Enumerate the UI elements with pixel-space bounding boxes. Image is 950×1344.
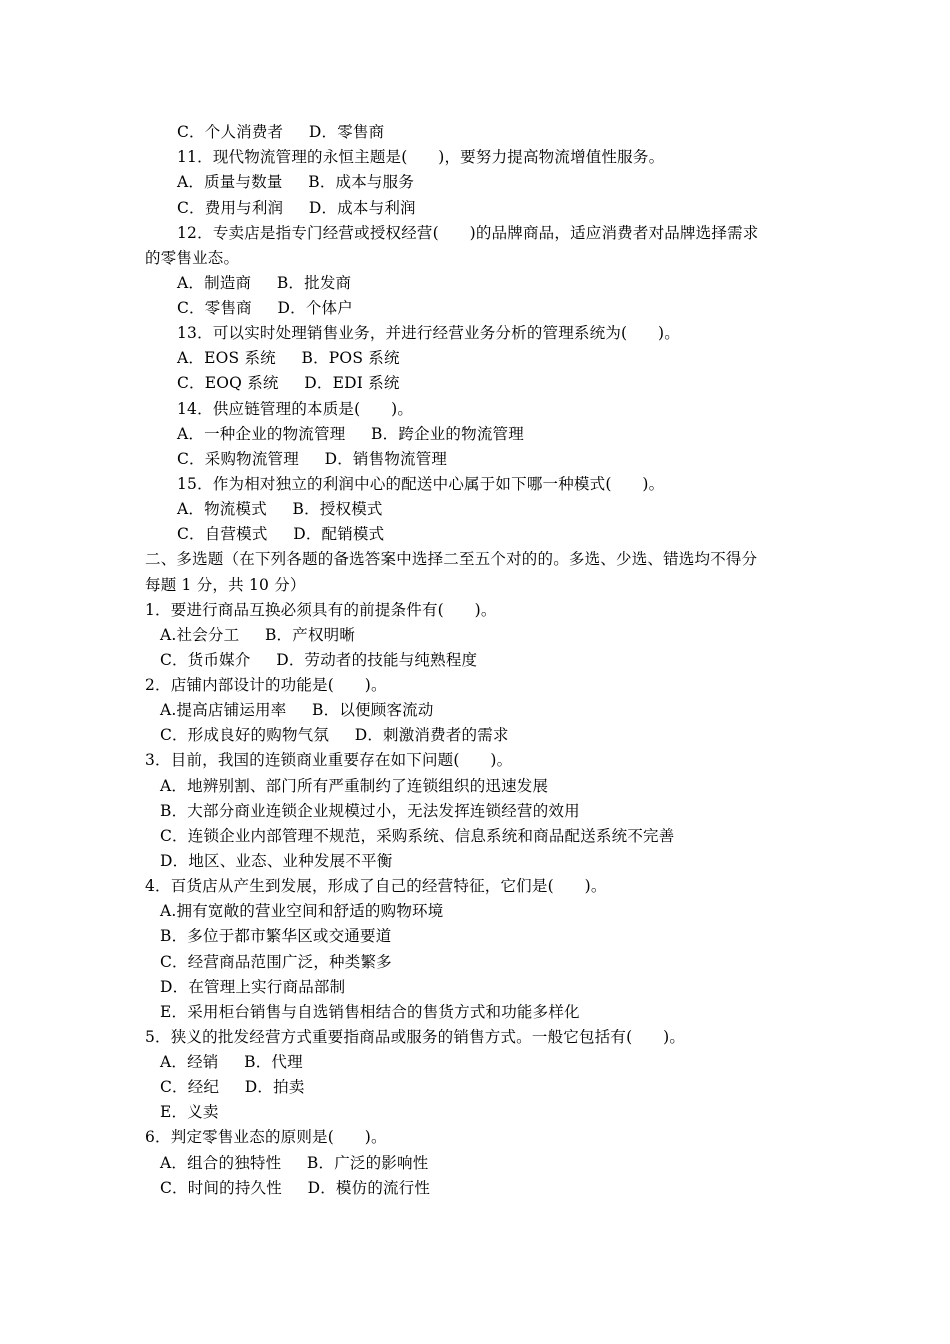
text-line: A．物流模式 B．授权模式: [177, 500, 383, 518]
text-line: 12．专卖店是指专门经营或授权经营( )的品牌商品，适应消费者对品牌选择需求: [177, 224, 759, 242]
text-line: 13．可以实时处理销售业务，并进行经营业务分析的管理系统为( )。: [177, 324, 680, 342]
text-line: C．连锁企业内部管理不规范，采购系统、信息系统和商品配送系统不完善: [160, 827, 675, 845]
text-line: 15．作为相对独立的利润中心的配送中心属于如下哪一种模式( )。: [177, 475, 665, 493]
text-line: E．义卖: [160, 1103, 219, 1121]
text-line: 的零售业态。: [145, 249, 240, 267]
text-line: 14．供应链管理的本质是( )。: [177, 400, 414, 418]
text-line: A．组合的独特性 B．广泛的影响性: [160, 1154, 429, 1172]
text-line: C．采购物流管理 D．销售物流管理: [177, 450, 448, 468]
text-line: C．时间的持久性 D．模仿的流行性: [160, 1179, 431, 1197]
text-line: 3．目前，我国的连锁商业重要存在如下问题( )。: [145, 751, 513, 769]
text-line: A.社会分工 B．产权明晰: [160, 626, 356, 644]
text-line: 6．判定零售业态的原则是( )。: [145, 1128, 387, 1146]
text-line: C．零售商 D．个体户: [177, 299, 353, 317]
text-line: C．自营模式 D．配销模式: [177, 525, 385, 543]
text-line: B．多位于都市繁华区或交通要道: [160, 927, 392, 945]
text-line: E．采用柜台销售与自选销售相结合的售货方式和功能多样化: [160, 1003, 580, 1021]
text-line: 每题 1 分，共 10 分）: [145, 576, 306, 594]
section-heading: 二、多选题（在下列各题的备选答案中选择二至五个对的的。多选、少选、错选均不得分: [145, 550, 758, 568]
text-line: D．地区、业态、业种发展不平衡: [160, 852, 393, 870]
text-line: C．经营商品范围广泛，种类繁多: [160, 953, 392, 971]
text-line: C．形成良好的购物气氛 D．刺激消费者的需求: [160, 726, 509, 744]
text-line: A．地辨别割、部门所有严重制约了连锁组织的迅速发展: [160, 777, 549, 795]
text-line: 2．店铺内部设计的功能是( )。: [145, 676, 387, 694]
text-line: A．制造商 B．批发商: [177, 274, 352, 292]
text-line: C．个人消费者 D．零售商: [177, 123, 385, 141]
text-line: A．经销 B．代理: [160, 1053, 303, 1071]
text-line: A．EOS 系统 B．POS 系统: [177, 349, 400, 367]
text-line: D．在管理上实行商品部制: [160, 978, 346, 996]
text-line: 5．狭义的批发经营方式重要指商品或服务的销售方式。一般它包括有( )。: [145, 1028, 686, 1046]
text-line: C．EOQ 系统 D．EDI 系统: [177, 374, 400, 392]
text-line: 11．现代物流管理的永恒主题是( )，要努力提高物流增值性服务。: [177, 148, 665, 166]
text-line: C．经纪 D．拍卖: [160, 1078, 305, 1096]
text-line: C．货币媒介 D．劳动者的技能与纯熟程度: [160, 651, 478, 669]
text-line: C．费用与利润 D．成本与利润: [177, 199, 416, 217]
text-line: A.拥有宽敞的营业空间和舒适的购物环境: [160, 902, 444, 920]
text-line: 1．要进行商品互换必须具有的前提条件有( )。: [145, 601, 497, 619]
text-line: A．质量与数量 B．成本与服务: [177, 173, 415, 191]
text-line: A．一种企业的物流管理 B．跨企业的物流管理: [177, 425, 524, 443]
text-line: 4．百货店从产生到发展，形成了自己的经营特征，它们是( )。: [145, 877, 607, 895]
text-line: A.提高店铺运用率 B．以便顾客流动: [160, 701, 434, 719]
text-line: B．大部分商业连锁企业规模过小，无法发挥连锁经营的效用: [160, 802, 580, 820]
